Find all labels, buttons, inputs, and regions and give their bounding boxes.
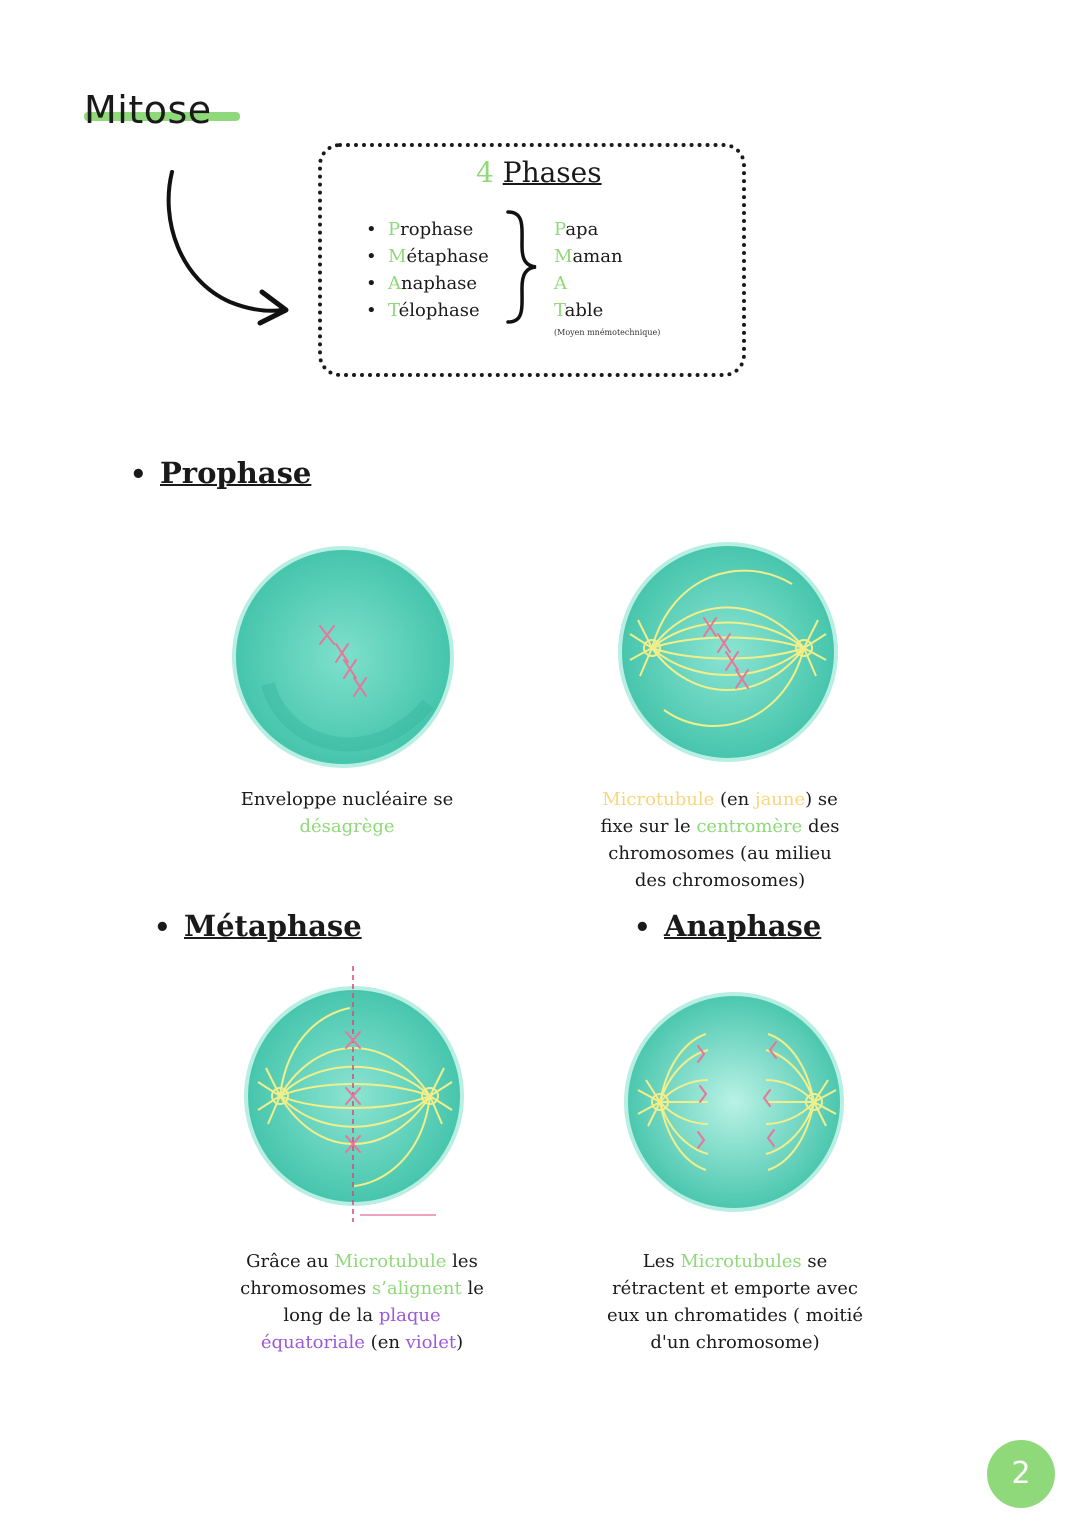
metaphase-caption: Grâce au Microtubule les chromosomes s’alignent le long de la plaque équatoriale (en violet) — [240, 1251, 484, 1353]
anaphase-caption: Les Microtubules se rétractent et emporte avec eux un chromatides ( moitié d'un chromosome) — [606, 1251, 864, 1353]
phases-count: 4 — [476, 156, 494, 189]
mnemonic-note: (Moyen mnémotechnique) — [554, 328, 661, 337]
phases-word: Phases — [502, 156, 602, 189]
metaphase-cell-illustration — [238, 962, 470, 1224]
prophase-heading: Prophase — [160, 456, 312, 490]
list-item: • Métaphase — [366, 243, 489, 270]
curved-arrow-icon — [150, 160, 300, 340]
list-item: • Prophase — [366, 216, 489, 243]
title-block — [84, 88, 212, 132]
bullet-icon: • — [154, 913, 171, 943]
list-item: Papa — [554, 219, 599, 240]
prophase-caption-left: Enveloppe nucléaire se désagrège — [240, 789, 454, 837]
bullet-icon: • — [130, 460, 147, 490]
list-item: A — [554, 273, 567, 294]
page-number-badge: 2 — [987, 1440, 1055, 1508]
list-item: Maman — [554, 246, 623, 267]
bullet-icon: • — [634, 913, 651, 943]
prophase-caption-right: Microtubule (en jaune) se fixe sur le centromère des chromosomes (au milieu des chromosomes) — [600, 789, 840, 891]
list-item: Table — [554, 300, 604, 321]
anaphase-cell-illustration — [618, 990, 850, 1216]
metaphase-heading: Métaphase — [184, 909, 362, 943]
curly-brace-icon — [500, 206, 544, 328]
page-title: Mitose — [84, 88, 212, 132]
mnemonic-list — [554, 216, 623, 324]
prophase-cell-illustration — [228, 544, 458, 774]
list-item: • Télophase — [366, 297, 489, 324]
anaphase-heading: Anaphase — [664, 909, 822, 943]
phases-title — [476, 156, 602, 189]
phase-list — [366, 216, 489, 324]
spindle-cell-illustration — [612, 534, 844, 766]
list-item: • Anaphase — [366, 270, 489, 297]
